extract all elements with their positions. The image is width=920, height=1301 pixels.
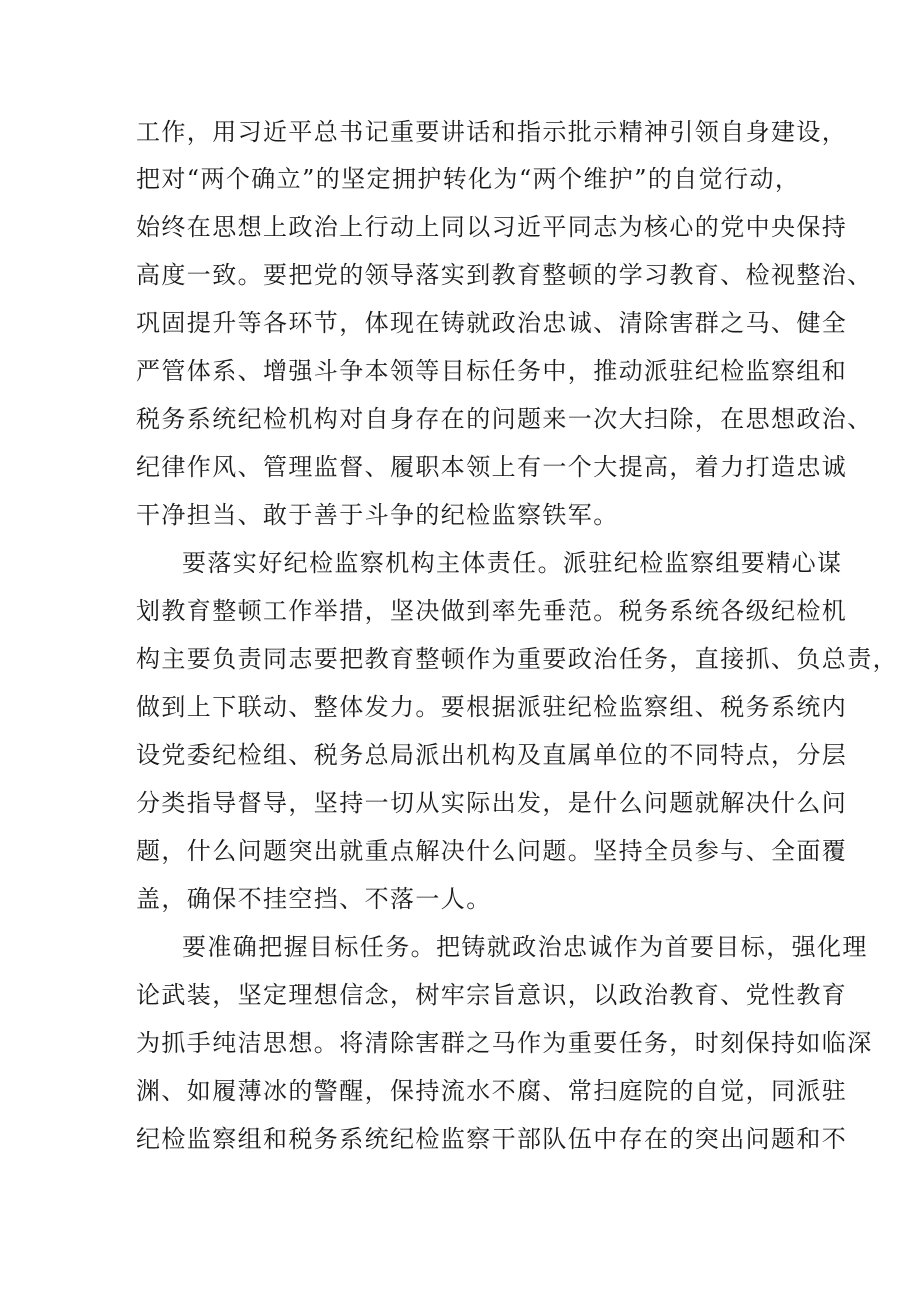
- text-line: 高度一致。要把党的领导落实到教育整顿的学习教育、检视整治、: [136, 261, 873, 289]
- text-line: 干净担当、敢于善于斗争的纪检监察铁军。: [136, 501, 619, 529]
- text-line: 严管体系、增强斗争本领等目标任务中，推动派驻纪检监察组和: [136, 357, 848, 385]
- paragraph-start-line: 要落实好纪检监察机构主体责任。派驻纪检监察组要精心谋: [182, 549, 843, 577]
- text-line: 纪律作风、管理监督、履职本领上有一个大提高，着力打造忠诚: [136, 453, 848, 481]
- text-line: 题，什么问题突出就重点解决什么问题。坚持全员参与、全面覆: [136, 837, 848, 865]
- text-line: 巩固提升等各环节，体现在铸就政治忠诚、清除害群之马、健全: [136, 309, 848, 337]
- text-line: 划教育整顿工作举措，坚决做到率先垂范。税务系统各级纪检机: [136, 597, 848, 625]
- text-line: 渊、如履薄冰的警醒，保持流水不腐、常扫庭院的自觉，同派驻: [136, 1077, 848, 1105]
- text-line: 设党委纪检组、税务总局派出机构及直属单位的不同特点，分层: [136, 741, 848, 769]
- text-line: 盖，确保不挂空挡、不落一人。: [136, 885, 492, 913]
- text-line: 分类指导督导，坚持一切从实际出发，是什么问题就解决什么问: [136, 789, 848, 817]
- text-line: 始终在思想上政治上行动上同以习近平同志为核心的党中央保持: [136, 213, 848, 241]
- text-line: 工作，用习近平总书记重要讲话和指示批示精神引领自身建设，: [136, 118, 848, 146]
- text-line: 税务系统纪检机构对自身存在的问题来一次大扫除，在思想政治、: [136, 405, 873, 433]
- text-line: 构主要负责同志要把教育整顿作为重要政治任务，直接抓、负总责，: [136, 645, 898, 673]
- paragraph-start-line: 要准确把握目标任务。把铸就政治忠诚作为首要目标，强化理: [182, 933, 868, 961]
- text-line: 纪检监察组和税务系统纪检监察干部队伍中存在的突出问题和不: [136, 1125, 848, 1153]
- text-line: 做到上下联动、整体发力。要根据派驻纪检监察组、税务系统内: [136, 693, 848, 721]
- text-line: 论武装，坚定理想信念，树牢宗旨意识，以政治教育、党性教育: [136, 981, 848, 1009]
- text-line: 把对“两个确立”的坚定拥护转化为“两个维护”的自觉行动，: [136, 165, 801, 193]
- text-line: 为抓手纯洁思想。将清除害群之马作为重要任务，时刻保持如临深: [136, 1029, 873, 1057]
